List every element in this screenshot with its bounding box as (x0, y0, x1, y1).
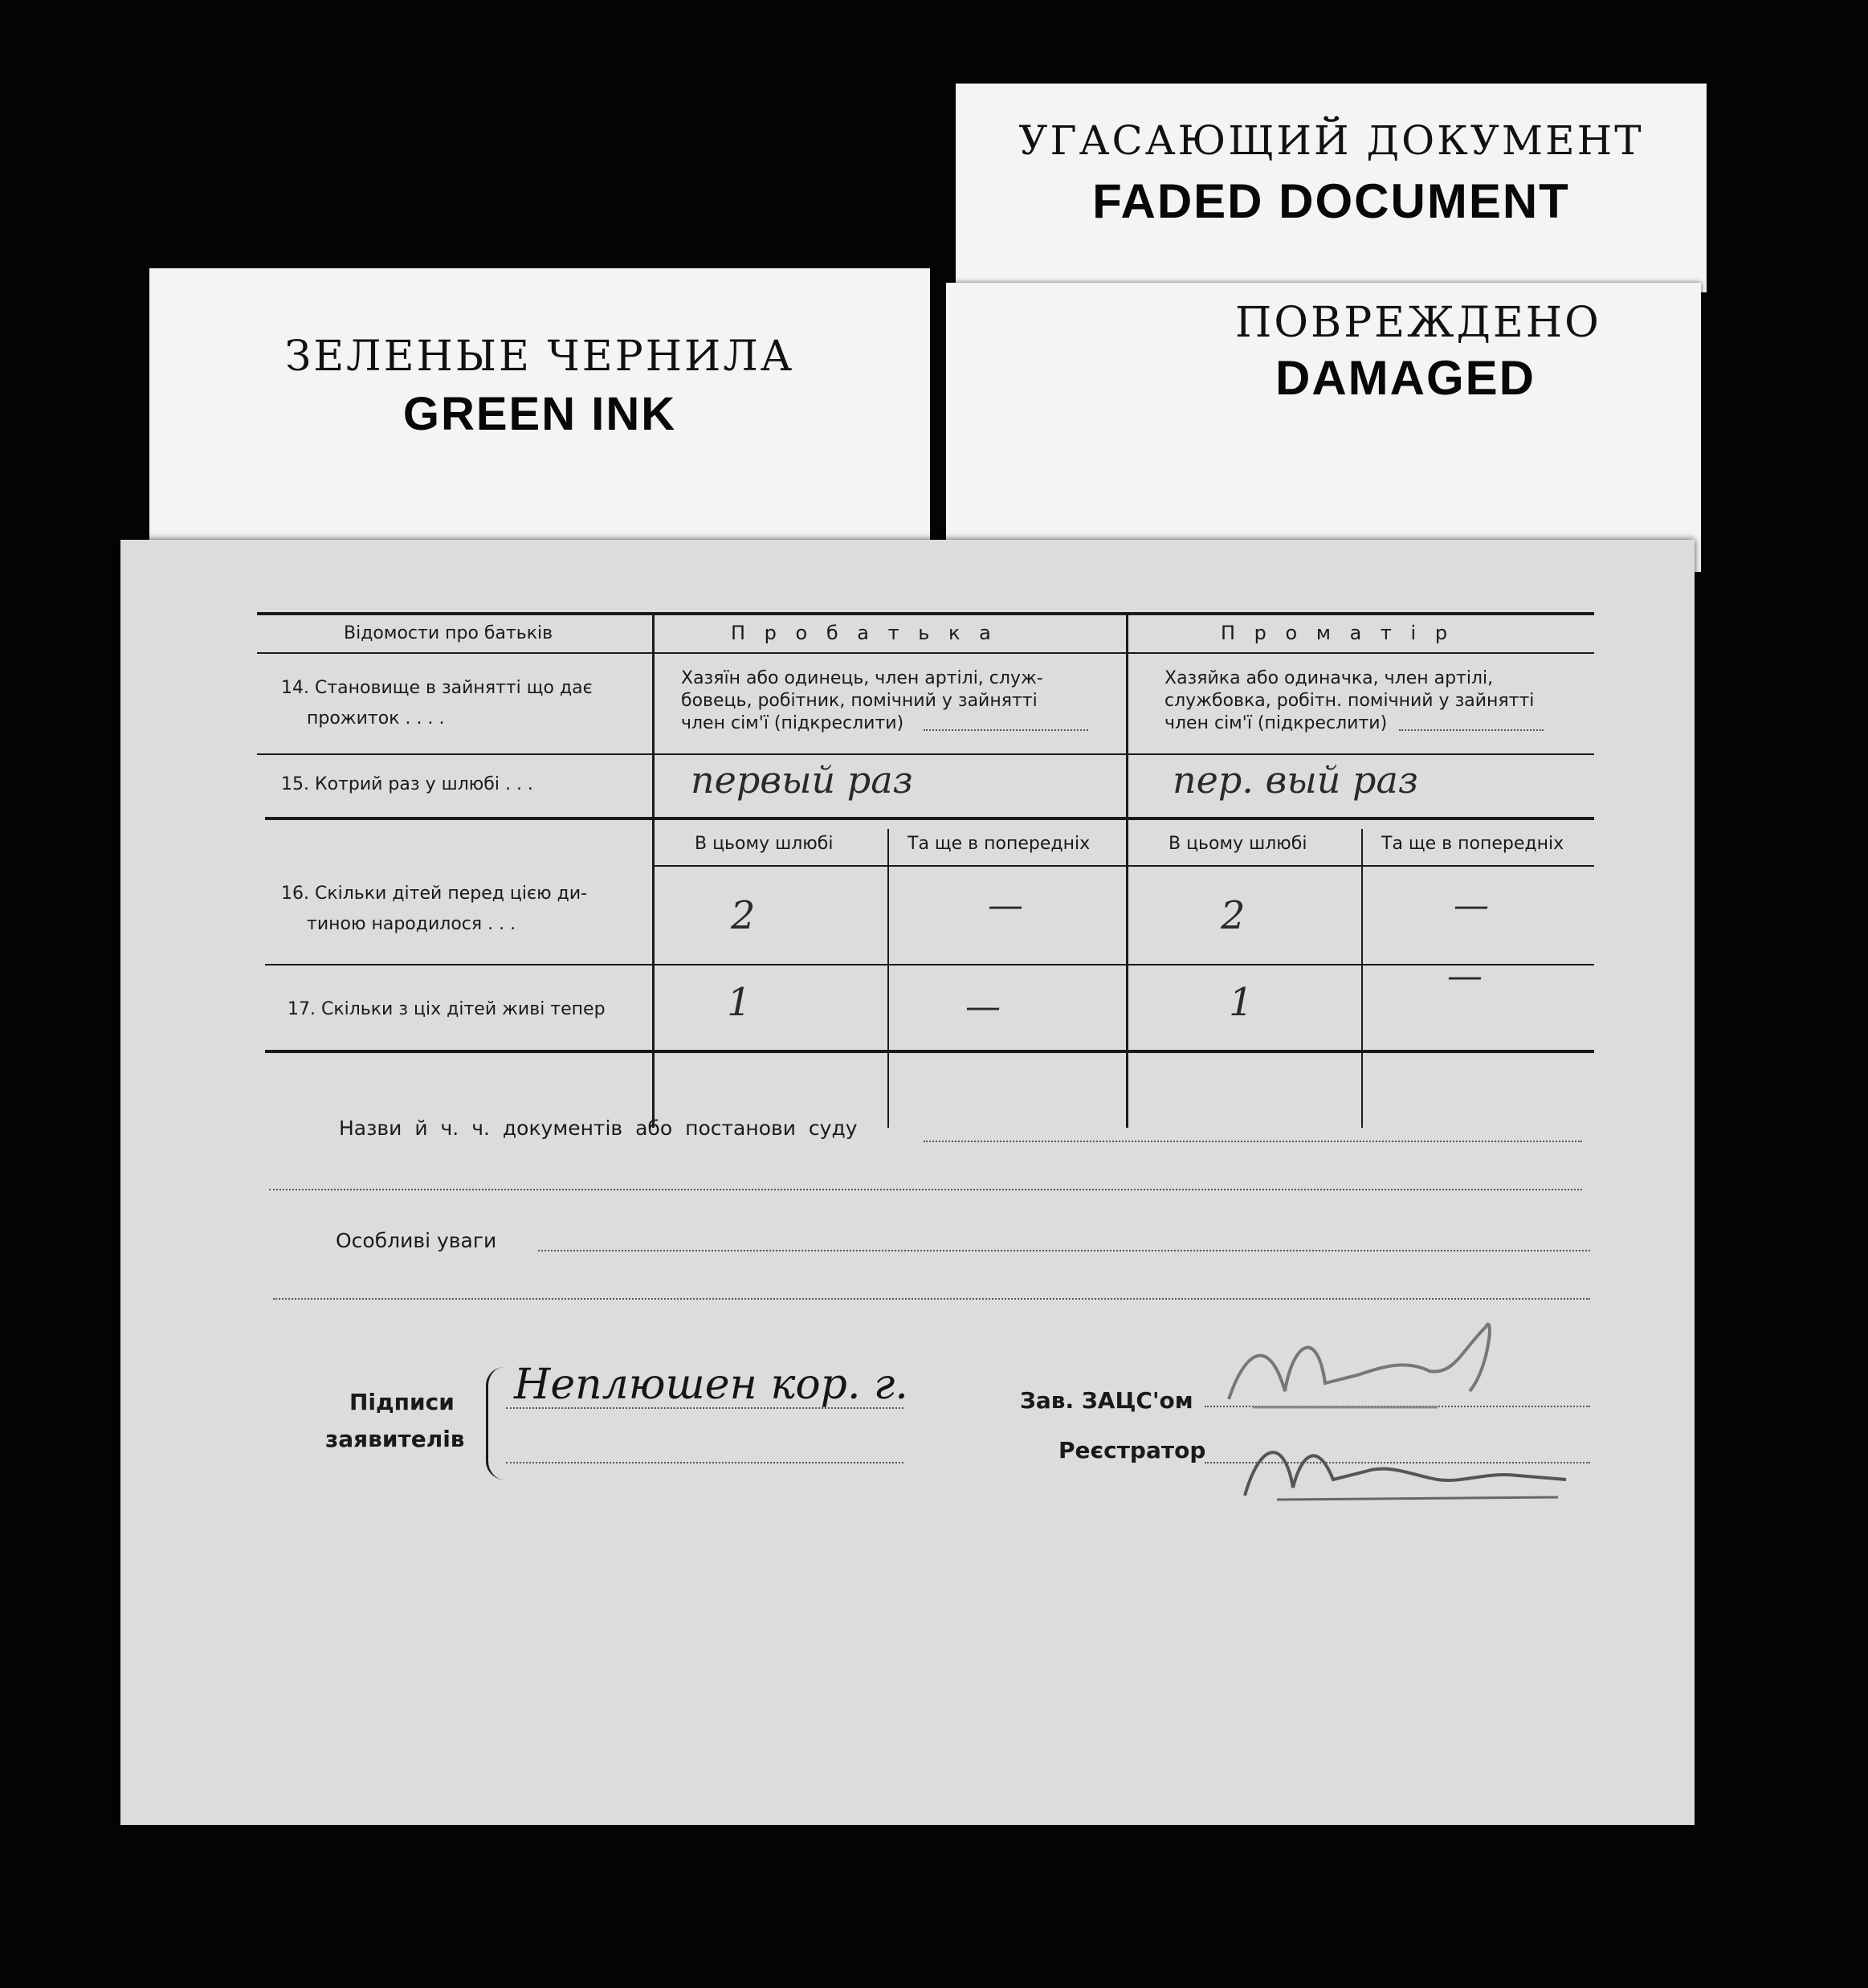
row14-father-2: бовець, робітник, помічний у зайнятті (681, 691, 1038, 711)
row16-father-prev: — (988, 885, 1023, 926)
row17-label: 17. Скільки з ціх дітей живі тепер (288, 999, 606, 1019)
row14-father-1: Хазяїн або одинець, член артілі, служ- (681, 668, 1043, 688)
applicants-brace (486, 1367, 504, 1480)
subheader-father-this: В цьому шлюбі (695, 834, 834, 854)
row14-bottom-rule (257, 753, 1594, 755)
row14-father-3: член сім'ї (підкреслити) (681, 713, 904, 733)
faded-card-en: FADED DOCUMENT (1092, 174, 1570, 228)
damaged-card-ru: ПОВРЕЖДЕНО (1235, 299, 1601, 347)
green-ink-card-en: GREEN INK (402, 388, 677, 440)
table-bottom-rule (265, 1050, 1594, 1053)
row14-label-1: 14. Становище в зайнятті що дає (281, 678, 593, 698)
row15-mother-value: пер. вый раз (1173, 758, 1418, 802)
row14-mother-dots (1399, 729, 1544, 731)
damaged-card (946, 283, 1701, 572)
header-mother: П р о м а т і р (1221, 622, 1454, 644)
registrar-label: Реєстратор (1058, 1437, 1206, 1463)
subheader-mother-this: В цьому шлюбі (1169, 834, 1307, 854)
header-father: П р о б а т ь к а (731, 622, 997, 644)
remarks-dots-1 (538, 1250, 1590, 1251)
applicants-label-1: Підписи (349, 1389, 455, 1415)
applicant-sign-line-1 (506, 1407, 903, 1409)
header-bottom-rule (257, 652, 1594, 654)
damaged-card-en: DAMAGED (1275, 351, 1536, 405)
applicant-signature: Неплюшен кор. г. (514, 1361, 908, 1409)
row17-father-this: 1 (727, 980, 752, 1025)
row15-label: 15. Котрий раз у шлюбі . . . (281, 774, 533, 794)
registration-form (120, 540, 1695, 1825)
row17-mother-this: 1 (1229, 980, 1254, 1025)
row16-label-1: 16. Скільки дітей перед цією ди- (281, 884, 588, 904)
row16-father-this: 2 (731, 893, 756, 938)
table-top-rule (257, 612, 1594, 615)
subheader-mother-prev: Та ще в попередніх (1381, 834, 1564, 854)
row15-father-value: первый раз (691, 758, 913, 802)
row16-mother-this: 2 (1221, 893, 1246, 938)
faded-card-ru: УГАСАЮЩИЙ ДОКУМЕНТ (1018, 117, 1644, 164)
subheader-bottom-rule (655, 865, 1594, 867)
row17-mother-prev: — (1447, 956, 1483, 997)
applicant-sign-line-2 (506, 1462, 903, 1463)
row16-label-2: тиною народилося . . . (307, 914, 516, 934)
row17-father-prev: — (965, 986, 1001, 1027)
head-label: Зав. ЗАЦС'ом (1020, 1387, 1193, 1414)
documents-label: Назви й ч. ч. документів або постанови суду (339, 1116, 858, 1140)
subheader-father-prev: Та ще в попередніх (907, 834, 1091, 854)
table-vrule-3 (887, 829, 889, 1128)
table-vrule-4 (1361, 829, 1363, 1128)
row16-mother-prev: — (1454, 885, 1489, 926)
row14-mother-2: службовка, робітн. помічний у зайнятті (1164, 691, 1535, 711)
registrar-signature-scribble (1229, 1407, 1582, 1536)
row16-bottom-rule (265, 964, 1594, 965)
documents-dots-2 (269, 1189, 1582, 1190)
row15-bottom-rule (265, 817, 1594, 820)
row14-father-dots (924, 729, 1088, 731)
green-ink-card (149, 268, 930, 565)
row14-mother-1: Хазяйка або одиначка, член артілі, (1164, 668, 1494, 688)
row14-label-2: прожиток . . . . (307, 708, 445, 729)
header-info: Відомости про батьків (344, 623, 553, 643)
row14-mother-3: член сім'ї (підкреслити) (1164, 713, 1388, 733)
green-ink-card-ru: ЗЕЛЕНЫЕ ЧЕРНИЛА (284, 333, 795, 381)
documents-dots-1 (924, 1141, 1582, 1142)
applicants-label-2: заявителів (325, 1426, 465, 1452)
remarks-label: Особливі уваги (336, 1229, 497, 1252)
faded-document-card (956, 84, 1707, 292)
